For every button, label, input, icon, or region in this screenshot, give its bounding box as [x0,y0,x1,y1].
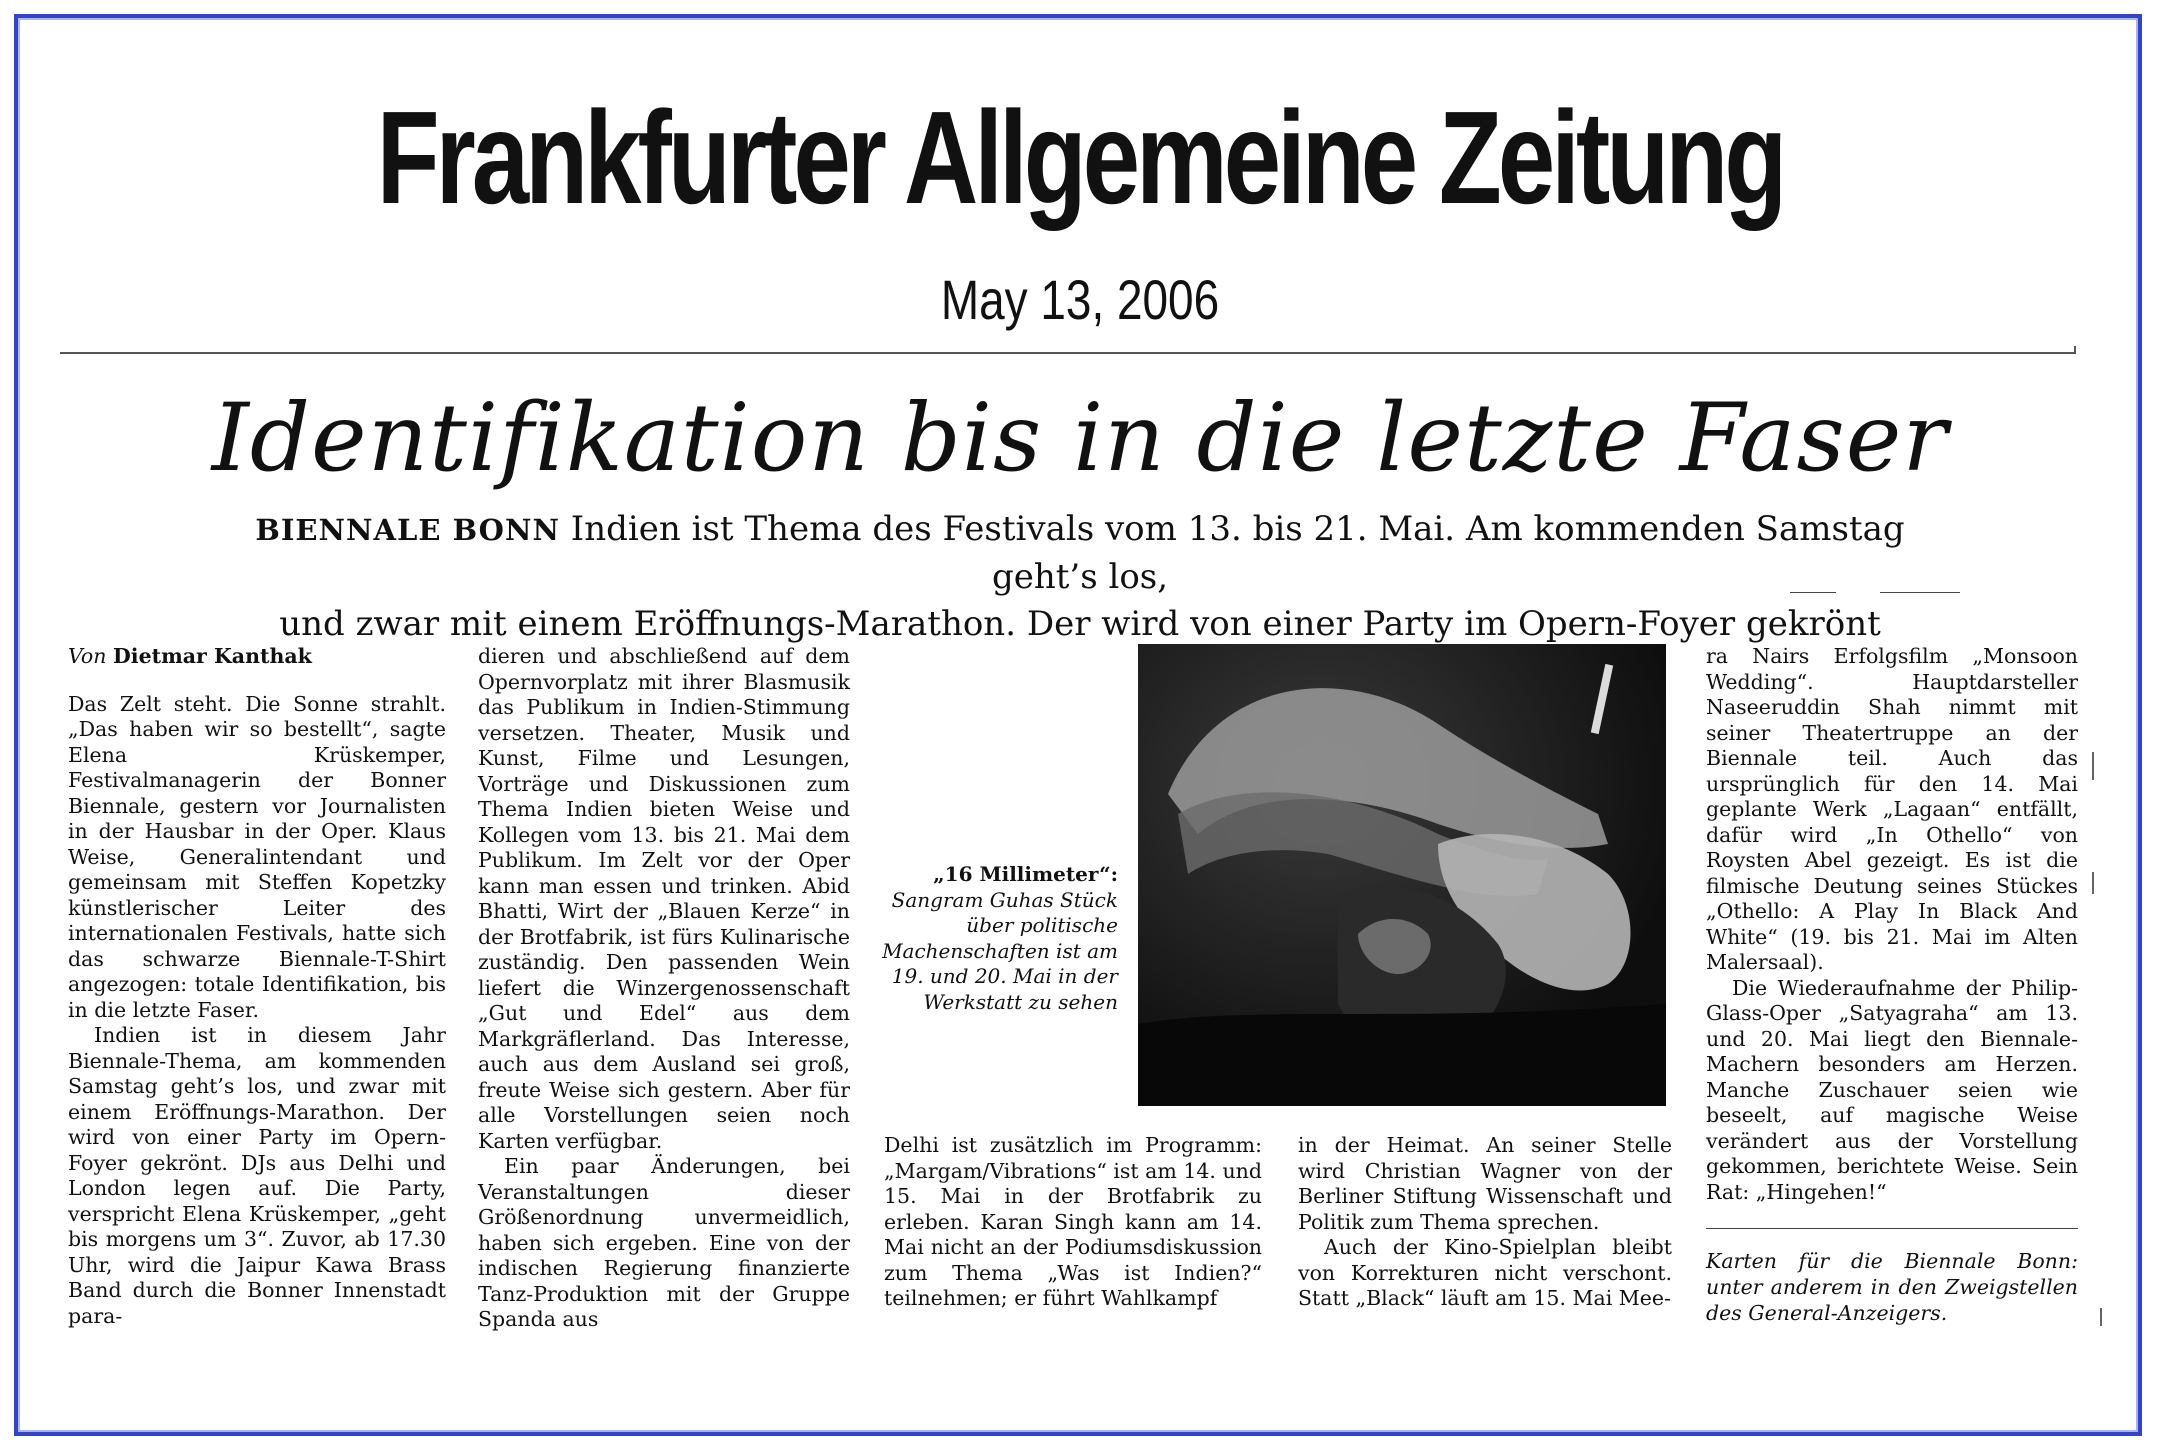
photo-caption [880,862,1118,1015]
article-column-4 [1298,1133,1672,1312]
column-2-paragraph-2: Ein paar Änderungen, bei Veranstaltungen dieser Größenordnung unvermeidlich, haben sich ergeben. Eine von der indischen Regierung finanzierte Tanz-Produktion mit der Gruppe Spanda aus [478,1154,850,1331]
subhead-line-1: Indien ist Thema des Festivals vom 13. bis 21. Mai. Am kommenden Samstag geht’s los, [570,509,1905,597]
article-column-1 [68,644,446,1329]
column-5-paragraph-2: Die Wiederaufnahme der Philip-Glass-Oper „Satyagraha“ am 13. und 20. Mai liegt den Biennale-Machern besonders am Herzen. Manche Zuschauer seien wie beseelt, auf magische Weise verändert aus der Vorstellung gekommen, berichtete Weise. Sein Rat: „Hingehen!“ [1706,975,2078,1204]
newspaper-masthead: Frankfurter Allgemeine Zeitung [376,84,1784,231]
clipping-top-rule [60,352,2076,354]
note-separator-rule [1706,1228,2078,1229]
subhead-line-2: und zwar mit einem Eröffnungs-Marathon. Der wird von einer Party im Opern-Foyer gekrönt [279,604,1881,644]
article-column-3 [884,1133,1262,1312]
article-column-2 [478,644,850,1333]
byline [68,644,446,670]
byline-author: Dietmar Kanthak [113,644,312,668]
article-headline: Identifikation bis in die letzte Faser [211,384,1949,493]
article-column-5 [1706,644,2078,1205]
column-1-paragraph-2: Indien ist in diesem Jahr Biennale-Thema, am kommenden Samstag geht’s los, und zwar mit einem Eröffnungs-Marathon. Der wird von einer Party im Opern-Foyer gekrönt. DJs aus Delhi und London legen auf. Die Party, verspricht Elena Krüskemper, „geht bis morgens um 3“. Zuvor, ab 17.30 Uhr, wird die Jaipur Kawa Brass Band durch die Bonner Innenstadt para- [68,1023,446,1328]
column-5-paragraph-1: ra Nairs Erfolgsfilm „Monsoon Wedding“. Hauptdarsteller Naseeruddin Shah nimmt mit seiner Theatertruppe an der Biennale teil. Auch das ursprünglich für den 14. Mai geplante Werk „Lagaan“ entfällt, dafür wird „In Othello“ von Roysten Abel gezeigt. Es ist die filmische Deutung seines Stückes „Othello: A Play In Black And White“ (19. bis 21. Mai im Alten Malersaal). [1706,644,2078,974]
article-kicker: BIENNALE BONN [255,513,560,547]
ticket-info-note: Karten für die Biennale Bonn: unter anderem in den Zweigstellen des General-Anzeigers. [1706,1249,2078,1325]
column-4-paragraph-2: Auch der Kino-Spielplan bleibt von Korrekturen nicht verschont. Statt „Black“ läuft am 15. Mai Mee- [1298,1235,1672,1310]
caption-title: „16 Millimeter“: [933,862,1118,886]
edge-mark [2092,752,2094,780]
column-2-paragraph-1: dieren und abschließend auf dem Opernvorplatz mit ihrer Blasmusik das Publikum in Indien-Stimmung versetzen. Theater, Musik und Kunst, Filme und Lesungen, Vorträge und Diskussionen zum Thema Indien bieten Weise und Kollegen vom 13. bis 21. Mai dem Publikum. Im Zelt vor der Oper kann man essen und trinken. Abid Bhatti, Wirt der „Blauen Kerze“ in der Brotfabrik, ist fürs Kulinarische zuständig. Den passenden Wein liefert die Winzergenossenschaft „Gut und Edel“ aus dem Markgräflerland. Das Interesse, auch aus dem Ausland sei groß, freute Weise sich gestern. Aber für alle Vorstellungen seien noch Karten verfügbar. [478,644,850,1153]
article-photo [1138,644,1666,1106]
performer-photo-image [1138,644,1666,1106]
publication-date: May 13, 2006 [940,268,1220,331]
edge-mark [2092,872,2094,894]
column-4-paragraph-1: in der Heimat. An seiner Stelle wird Christian Wagner von der Berliner Stiftung Wissenschaft und Politik zum Thema sprechen. [1298,1133,1672,1234]
subhead-end-rule [1790,592,1836,593]
edge-mark [2100,1308,2102,1326]
column-3-paragraph-1: Delhi ist zusätzlich im Programm: „Margam/Vibrations“ ist am 14. und 15. Mai in der Brotfabrik zu erleben. Karan Singh kann am 14. Mai nicht an der Podiumsdiskussion zum Thema „Was ist Indien?“ teilnehmen; er führt Wahlkampf [884,1133,1262,1310]
clipping-rule-tick [2074,346,2076,354]
article-subhead [200,506,1960,648]
subhead-end-rule-2 [1880,592,1960,593]
column-1-paragraph-1: Das Zelt steht. Die Sonne strahlt. „Das haben wir so bestellt“, sagte Elena Krüskemper, Festivalmanagerin der Bonner Biennale, gestern vor Journalisten in der Hausbar in der Oper. Klaus Weise, Generalintendant und gemeinsam mit Steffen Kopetzky künstlerischer Leiter des internationalen Festivals, hatte sich das schwarze Biennale-T-Shirt angezogen: totale Identifikation, bis in die letzte Faser. [68,691,446,1022]
byline-prefix: Von [68,644,107,668]
caption-text: Sangram Guhas Stück über politische Machenschaften ist am 19. und 20. Mai in der Werkstatt zu sehen [882,887,1118,1014]
